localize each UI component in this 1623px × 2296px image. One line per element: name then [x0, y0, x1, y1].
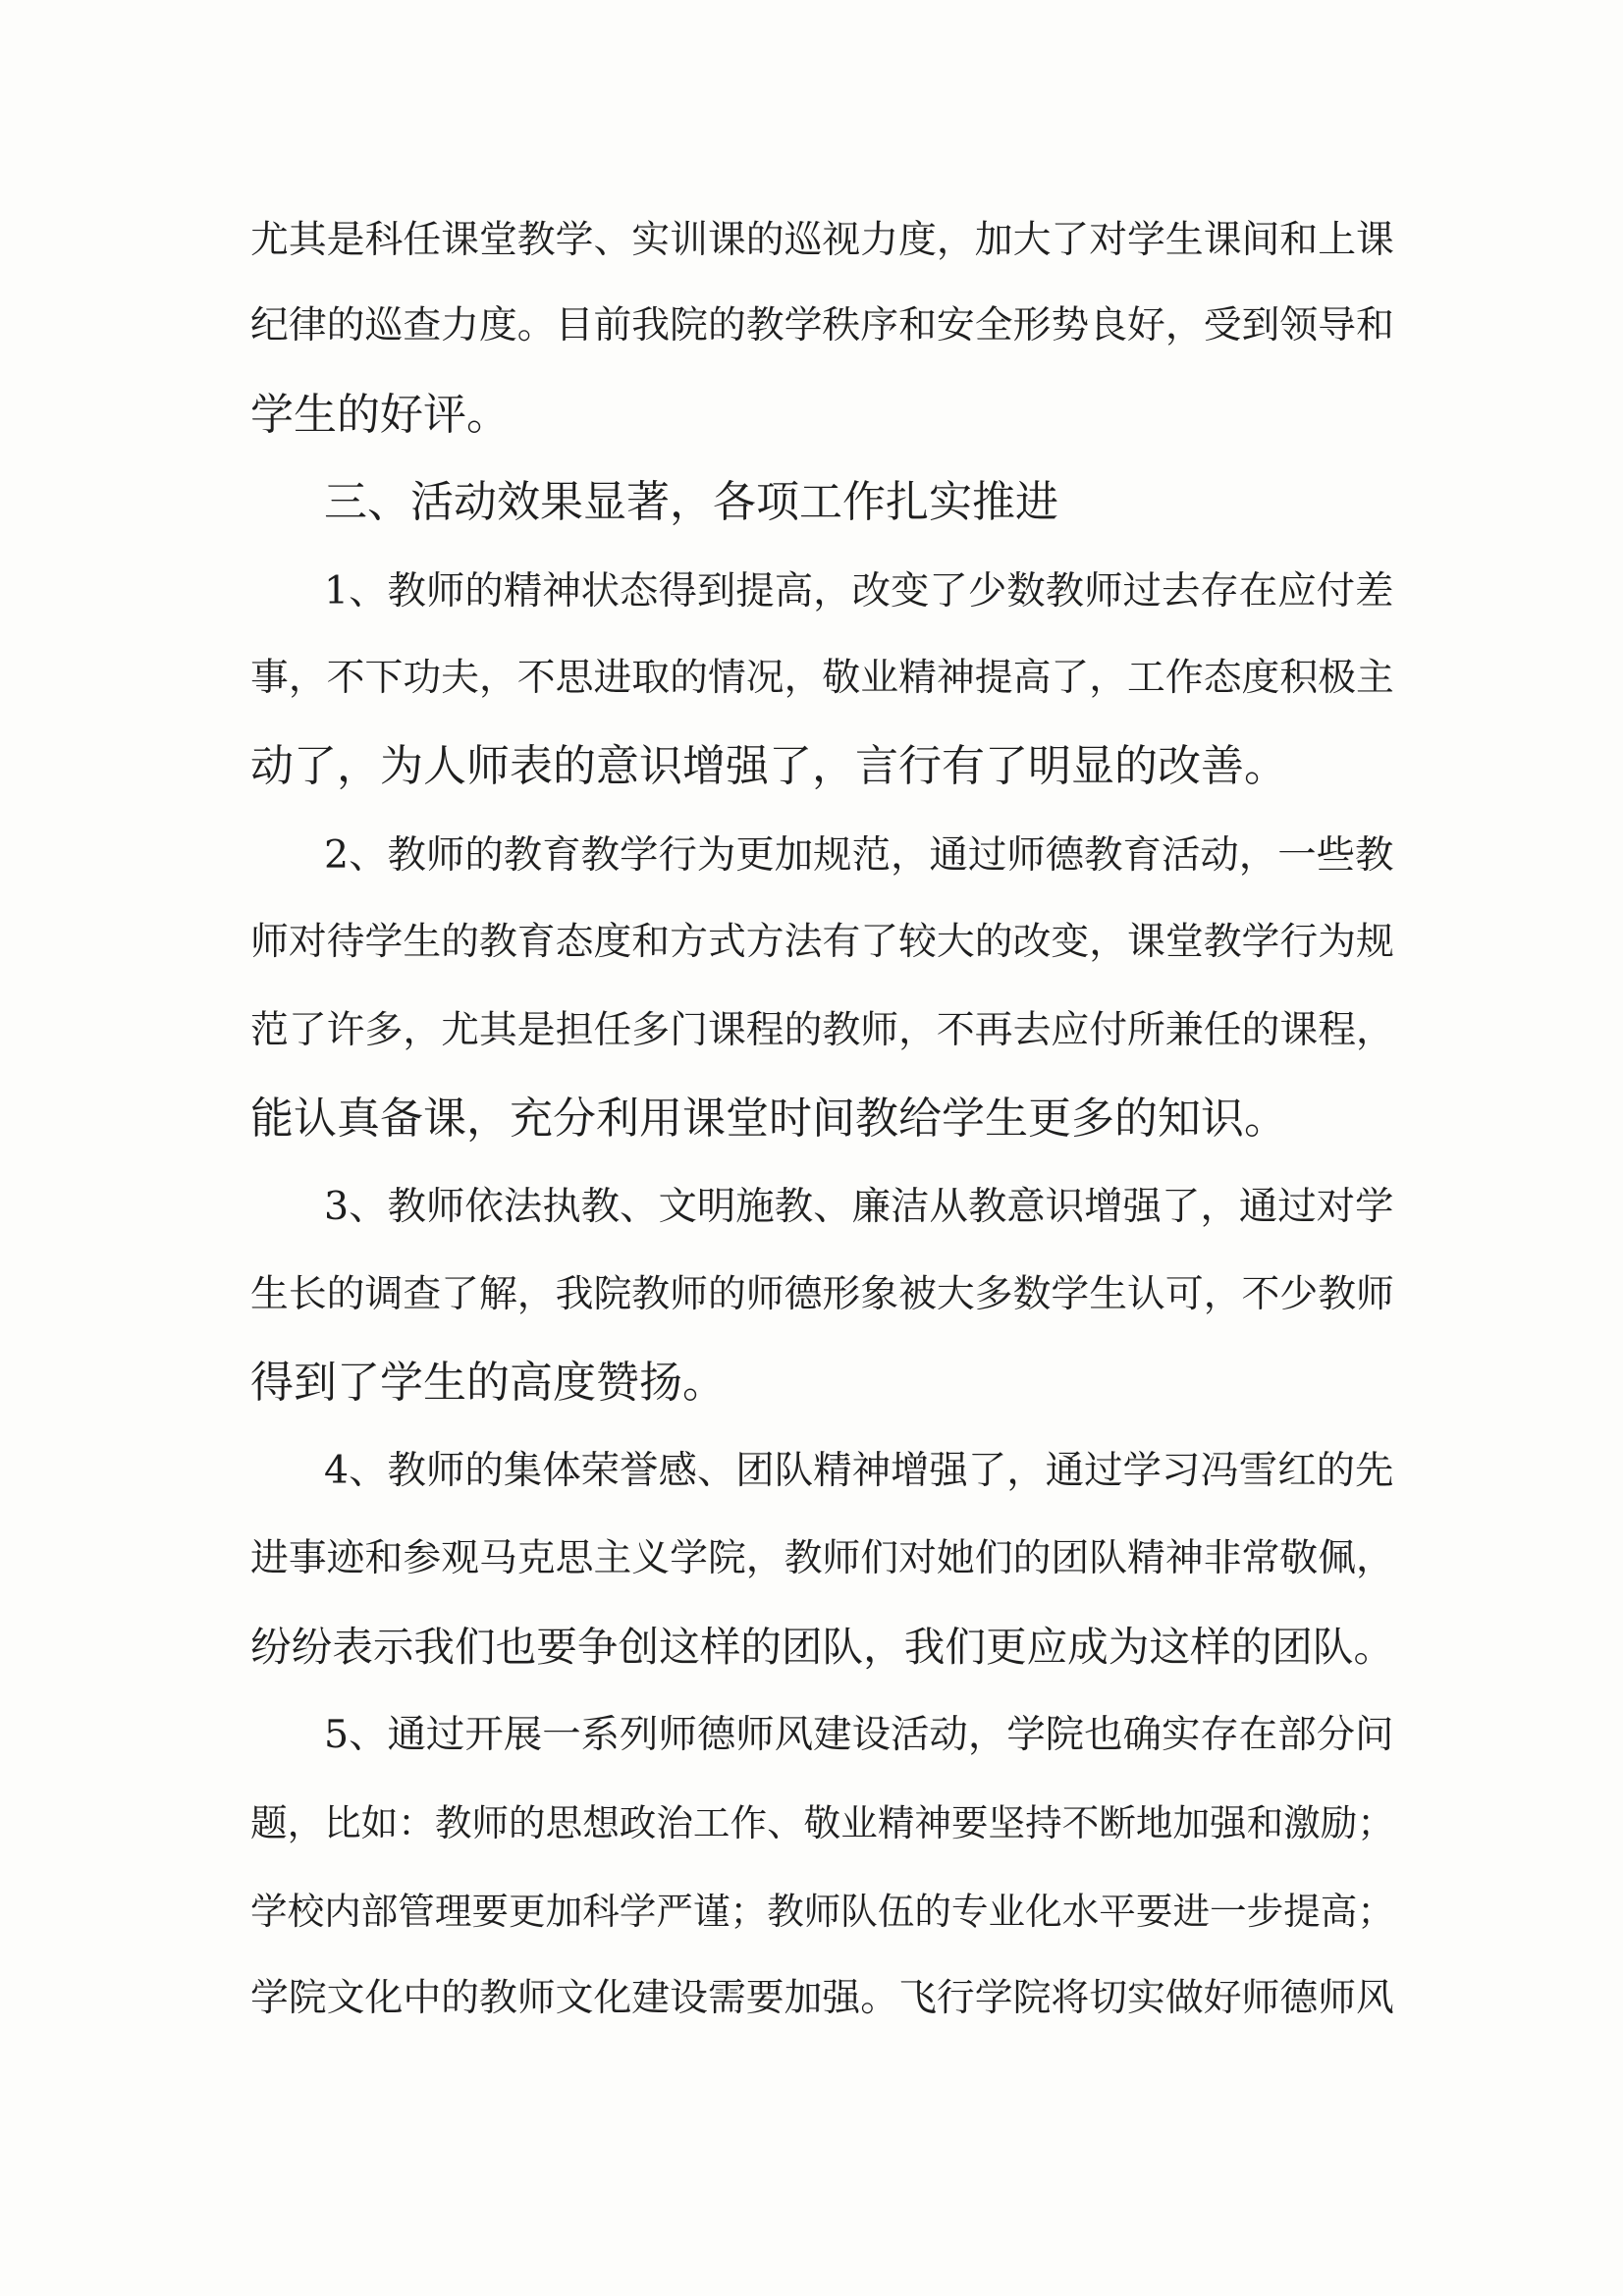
item-2-line-3: 范了许多，尤其是担任多门课程的教师，不再去应付所兼任的课程，	[250, 1008, 1394, 1052]
item-5-line-4: 学院文化中的教师文化建设需要加强。飞行学院将切实做好师德师风	[250, 1976, 1394, 2020]
item-1-line-2: 事，不下功夫，不思进取的情况，敬业精神提高了，工作态度积极主	[250, 656, 1394, 700]
item-1-line-1: 1、教师的精神状态得到提高，改变了少数教师过去存在应付差	[324, 568, 1394, 614]
item-5-line-2: 题，比如：教师的思想政治工作、敬业精神要坚持不断地加强和激励；	[250, 1801, 1394, 1844]
item-2-line-1: 2、教师的教育教学行为更加规范，通过师德教育活动，一些教	[324, 832, 1394, 878]
item-4-line-2: 进事迹和参观马克思主义学院，教师们对她们的团队精神非常敬佩，	[250, 1536, 1394, 1580]
body-line-2: 纪律的巡查力度。目前我院的教学秩序和安全形势良好，受到领导和	[250, 303, 1394, 347]
item-4-line-3: 纷纷表示我们也要争创这样的团队，我们更应成为这样的团队。	[250, 1623, 1395, 1671]
item-4-line-1: 4、教师的集体荣誉感、团队精神增强了，通过学习冯雪红的先	[324, 1448, 1394, 1493]
body-line-3: 学生的好评。	[250, 390, 510, 440]
item-1-line-3: 动了，为人师表的意识增强了，言行有了明显的改善。	[250, 741, 1287, 791]
item-2-line-4: 能认真备课，充分利用课堂时间教给学生更多的知识。	[250, 1094, 1287, 1144]
item-3-line-1: 3、教师依法执教、文明施教、廉洁从教意识增强了，通过对学	[324, 1184, 1394, 1229]
item-5-line-3: 学校内部管理要更加科学严谨；教师队伍的专业化水平要进一步提高；	[250, 1890, 1394, 1933]
section-heading-3: 三、活动效果显著，各项工作扎实推进	[324, 477, 1058, 527]
body-line-1: 尤其是科任课堂教学、实训课的巡视力度，加大了对学生课间和上课	[250, 218, 1394, 262]
item-3-line-2: 生长的调查了解，我院教师的师德形象被大多数学生认可，不少教师	[250, 1272, 1394, 1316]
item-5-line-1: 5、通过开展一系列师德师风建设活动，学院也确实存在部分问	[324, 1712, 1394, 1757]
item-3-line-3: 得到了学生的高度赞扬。	[250, 1358, 726, 1408]
item-2-line-2: 师对待学生的教育态度和方式方法有了较大的改变，课堂教学行为规	[250, 920, 1394, 964]
